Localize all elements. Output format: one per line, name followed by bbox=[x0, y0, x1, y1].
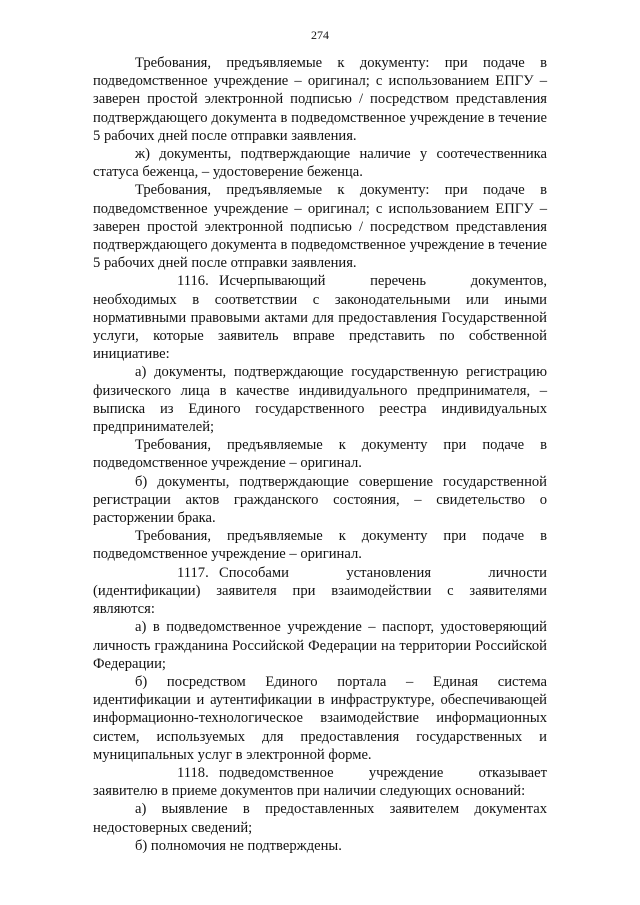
list-item: а) в подведомственное учреждение – паспорт, удостоверяющий личность гражданина Российской Федерации на территории Российской Федерации; bbox=[93, 619, 547, 672]
paragraph: ж) документы, подтверждающие наличие у соотечественника статуса беженца, – удостоверение беженца. bbox=[93, 146, 547, 181]
clause-1117 bbox=[93, 564, 547, 619]
clause-text: Способами установления личности (идентификации) заявителя при взаимодействии с заявителями являются: bbox=[93, 564, 547, 618]
paragraph: Требования, предъявляемые к документу: при подаче в подведомственное учреждение – оригинал; с использованием ЕПГУ – заверен простой электронной подписью / посредством представления подтверждающего документа в подведомственное учреждение в течение 5 рабочих дней после отправки заявления. bbox=[93, 182, 547, 272]
clause-1118 bbox=[93, 764, 547, 800]
page-number: 274 bbox=[311, 28, 329, 42]
clause-number: 1117. bbox=[177, 564, 209, 581]
clause-number: 1118. bbox=[177, 764, 209, 781]
clause-text: Исчерпывающий перечень документов, необходимых в соответствии с законодательными или иными нормативными правовыми актами для предоставления Государственной услуги, которые заявитель вправе представить по собственной инициативе: bbox=[93, 273, 547, 363]
clause-text: подведомственное учреждение отказывает заявителю в приеме документов при наличии следующих оснований: bbox=[93, 764, 547, 800]
list-item: а) документы, подтверждающие государственную регистрацию физического лица в качестве индивидуального предпринимателя, – выписка из Единого государственного реестра индивидуальных предпринимателей; bbox=[93, 364, 547, 436]
document-body bbox=[93, 54, 547, 855]
clause-1116 bbox=[93, 272, 547, 363]
list-item: б) полномочия не подтверждены. bbox=[135, 837, 342, 854]
list-item: б) посредством Единого портала – Единая система идентификации и аутентификации в инфраструктуре, обеспечивающей информационно-технологическое взаимодействие информационных систем, используемых для предоставления государственных и муниципальных услуг в электронной форме. bbox=[93, 673, 547, 763]
paragraph: Требования, предъявляемые к документу: при подаче в подведомственное учреждение – оригинал; с использованием ЕПГУ – заверен простой электронной подписью / посредством представления подтверждающего документа в подведомственное учреждение в течение 5 рабочих дней после отправки заявления. bbox=[93, 55, 547, 144]
paragraph: Требования, предъявляемые к документу при подаче в подведомственное учреждение – оригинал. bbox=[93, 437, 547, 472]
paragraph: Требования, предъявляемые к документу при подаче в подведомственное учреждение – оригинал. bbox=[93, 528, 547, 563]
clause-number: 1116. bbox=[177, 273, 209, 290]
list-item: а) выявление в предоставленных заявителем документах недостоверных сведений; bbox=[93, 801, 547, 836]
list-item: б) документы, подтверждающие совершение государственной регистрации актов гражданского состояния, – свидетельство о расторжении брака. bbox=[93, 473, 547, 527]
